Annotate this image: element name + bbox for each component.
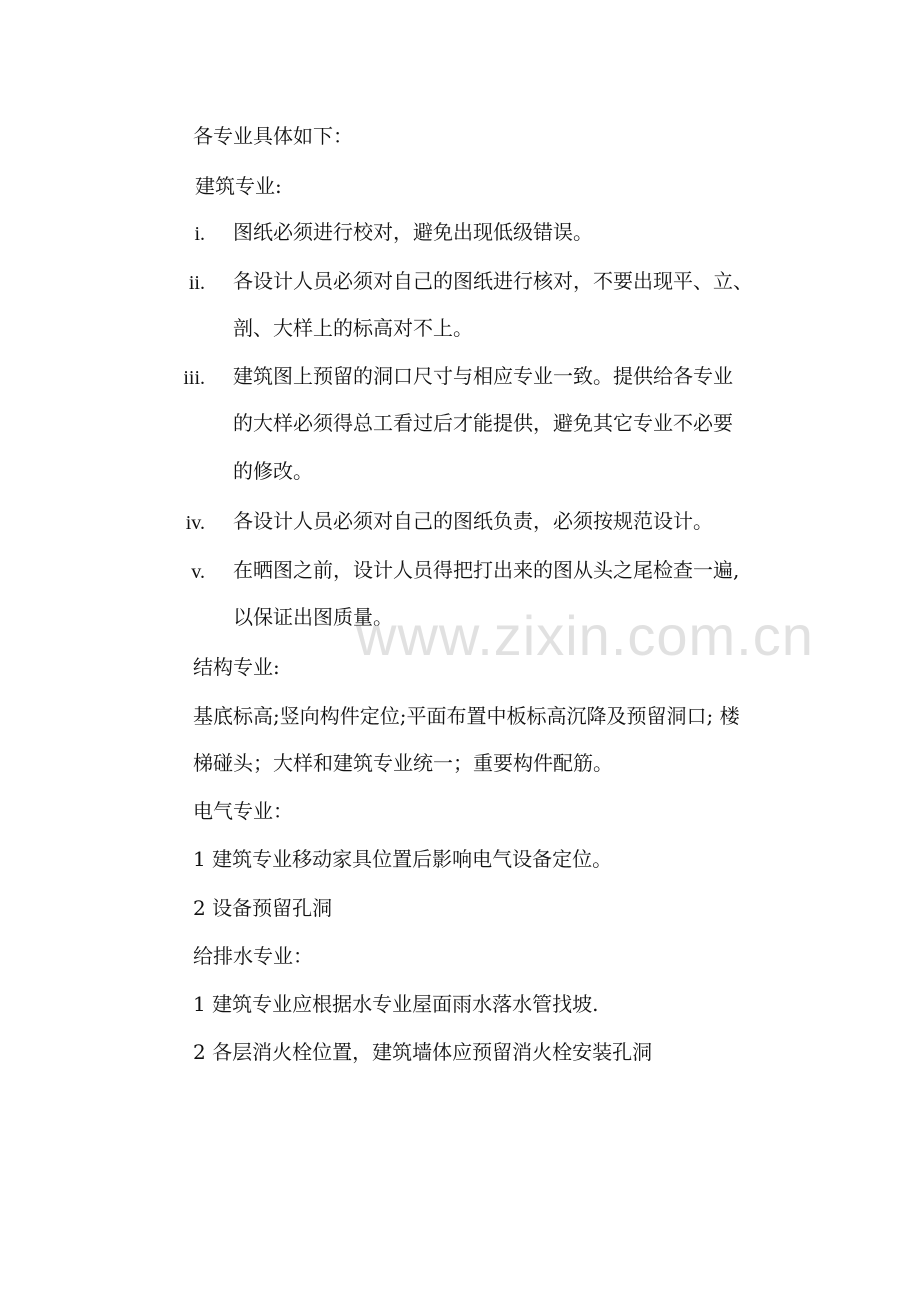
list-marker-ii: ii. [188, 272, 205, 294]
list-item-line: 剖、大样上的标高对不上。 [233, 316, 473, 340]
list-item-line: 的修改。 [233, 459, 313, 483]
plumbing-heading: 给排水专业： [193, 944, 313, 968]
structure-heading: 结构专业: [193, 655, 280, 679]
list-item-line: 各设计人员必须对自己的图纸负责，必须按规范设计。 [233, 509, 713, 533]
watermark: www.zixin.com.cn [356, 604, 814, 667]
list-marker-iv: iv. [185, 512, 205, 534]
list-marker-iii: iii. [183, 367, 205, 389]
structure-line: 梯碰头；大样和建筑专业统一；重要构件配筋。 [193, 751, 613, 775]
list-item-line: 各设计人员必须对自己的图纸进行核对，不要出现平、立、 [233, 269, 753, 293]
electrical-line: 2 设备预留孔洞 [193, 896, 333, 920]
architecture-heading: 建筑专业: [195, 174, 282, 198]
structure-line: 基底标高;竖向构件定位;平面布置中板标高沉降及预留洞口; 楼 [193, 704, 740, 728]
electrical-line: 1 建筑专业移动家具位置后影响电气设备定位。 [193, 847, 613, 871]
intro-line: 各专业具体如下： [193, 124, 353, 148]
list-marker-i: i. [194, 223, 205, 245]
list-marker-v: v. [191, 561, 205, 583]
list-item-line: 建筑图上预留的洞口尺寸与相应专业一致。提供给各专业 [233, 364, 733, 388]
electrical-heading: 电气专业： [193, 799, 293, 823]
list-item-line: 图纸必须进行校对，避免出现低级错误。 [233, 220, 593, 244]
list-item-line: 以保证出图质量。 [233, 605, 393, 629]
plumbing-line: 2 各层消火栓位置，建筑墙体应预留消火栓安装孔洞 [193, 1040, 653, 1064]
list-item-line: 的大样必须得总工看过后才能提供，避免其它专业不必要 [233, 411, 733, 435]
list-item-line: 在晒图之前，设计人员得把打出来的图从头之尾检查一遍, [233, 558, 740, 582]
plumbing-line: 1 建筑专业应根据水专业屋面雨水落水管找坡. [193, 992, 599, 1016]
